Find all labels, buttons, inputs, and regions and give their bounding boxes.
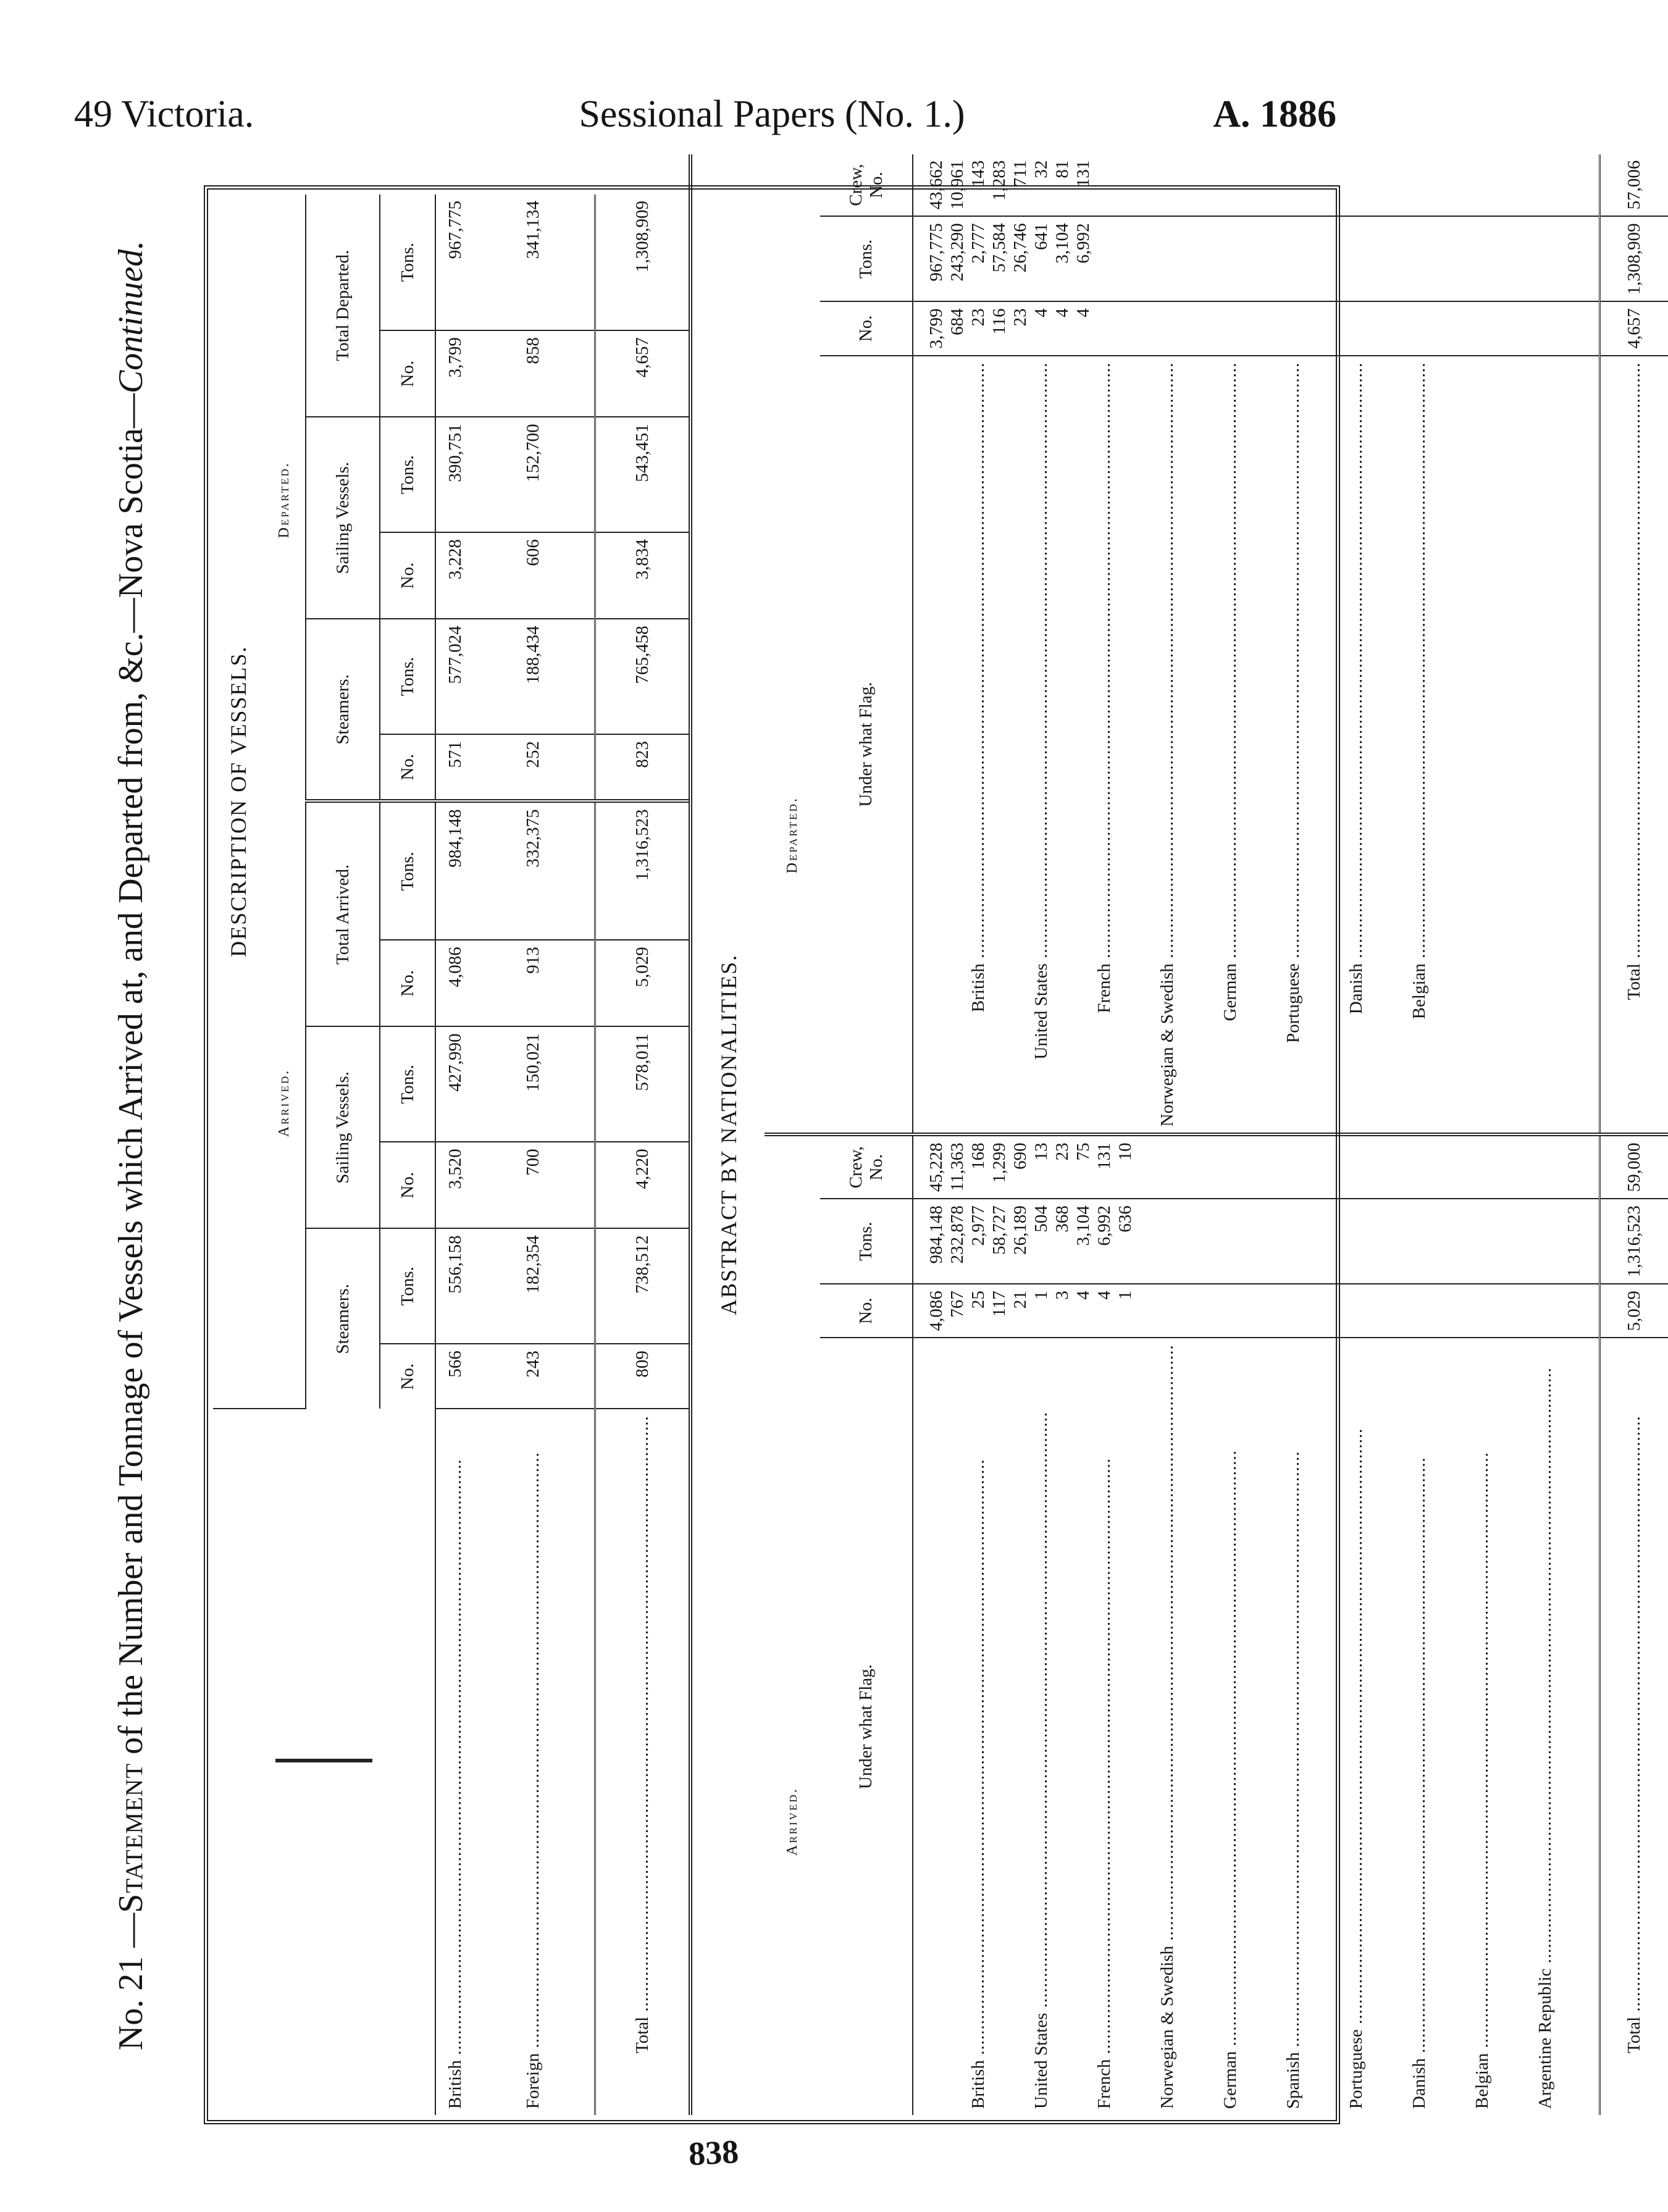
departed-label: Departed.: [276, 461, 292, 538]
sub-header: No.: [380, 330, 435, 417]
group-header: Steamers.: [306, 1228, 380, 1409]
sub-header: Tons.: [380, 801, 435, 940]
title-lead: Statement: [112, 1762, 150, 1913]
cell: 4,086: [435, 940, 521, 1026]
cell: 390,751: [435, 417, 521, 532]
arrived-total-label: Total .....: [1600, 1338, 1668, 2115]
flag-label: Belgian .....: [1472, 1344, 1493, 2109]
vessels-table: [213, 195, 689, 2115]
col-header: Under what Flag.: [820, 1338, 913, 2115]
title-number: No. 21 —: [112, 1912, 150, 2051]
sub-header: No.: [380, 532, 435, 619]
cell: 984,148: [435, 801, 521, 940]
nationalities-table: [689, 154, 1668, 2115]
cell: 4,657: [595, 330, 689, 417]
group-header: Total Departed.: [306, 195, 380, 417]
arrived-crew-column: 45,228 11,363 168 1,299 690 13 23 75 131 10: [913, 1134, 1600, 1199]
cell: 809: [595, 1344, 689, 1409]
cell: 3,228: [435, 532, 521, 619]
table-title: [111, 173, 151, 2118]
col-header: Tons.: [820, 216, 913, 301]
departed-flags: [913, 356, 1600, 1135]
flag-label: Portuguese .....: [1283, 362, 1304, 1127]
flag-label: British .....: [968, 1344, 989, 2109]
cell: 243: [521, 1344, 595, 1409]
flag-label: Spanish .....: [1283, 1344, 1304, 2109]
row-label: Foreign .....: [521, 1409, 595, 2115]
flag-label: Danish .....: [1409, 1344, 1430, 2109]
arrived-no-column: 4,086 767 25 117 21 1 3 4 4 1: [913, 1284, 1600, 1338]
flag-label: Danish .....: [1346, 362, 1367, 1127]
sub-header: No.: [380, 940, 435, 1026]
total-row: [595, 195, 689, 2115]
departed-total-tons: 1,308,909: [1600, 216, 1668, 301]
rotated-statement: [213, 160, 1645, 2115]
flag-label: Portuguese .....: [1346, 1344, 1367, 2109]
cell: 1,308,909: [595, 195, 689, 330]
departed-no-column: 3,799 684 23 116 23 4 4 4: [913, 301, 1600, 355]
cell: 3,799: [435, 330, 521, 417]
nationality-rows: [913, 154, 1600, 2115]
cell: 332,375: [521, 801, 595, 940]
cell: 3,520: [435, 1142, 521, 1228]
cell: 3,834: [595, 532, 689, 619]
group-header: Sailing Vessels.: [306, 1026, 380, 1228]
departed-section-label: Departed.: [765, 154, 820, 1135]
col-header: Tons.: [820, 1199, 913, 1284]
col-header: Crew, No.: [820, 154, 913, 217]
cell: 571: [435, 734, 521, 801]
cell: 252: [521, 734, 595, 801]
flag-label: Norwegian & Swedish .....: [1157, 1344, 1178, 2109]
cell: 1,316,523: [595, 801, 689, 940]
vessels-heading-text: DESCRIPTION OF VESSELS.: [226, 645, 251, 957]
page-number: 838: [687, 2132, 740, 2173]
cell: 566: [435, 1344, 521, 1409]
cell: 4,220: [595, 1142, 689, 1228]
group-header: Total Arrived.: [306, 801, 380, 1026]
cell: 577,024: [435, 619, 521, 734]
arrived-total-no: 5,029: [1600, 1284, 1668, 1338]
vessels-description-cell: [213, 1409, 435, 2115]
running-head-center: Sessional Papers (No. 1.): [579, 93, 965, 135]
cell: 152,700: [521, 417, 595, 532]
cell: 182,354: [521, 1228, 595, 1344]
nationalities-heading: ABSTRACT BY NATIONALITIES.: [716, 953, 741, 1315]
cell: 913: [521, 940, 595, 1026]
total-row: [1600, 154, 1668, 2115]
sub-header: No.: [380, 734, 435, 801]
cell: 967,775: [435, 195, 521, 330]
cell: 341,134: [521, 195, 595, 330]
table-row: [521, 195, 595, 2115]
cell: 738,512: [595, 1228, 689, 1344]
title-text: of the Number and Tonnage of Vessels which Arrived at, and Departed from, &c.—Nova Scotia—: [112, 393, 150, 1754]
arrived-label: Arrived.: [276, 1068, 292, 1137]
cell: 427,990: [435, 1026, 521, 1142]
sub-header: Tons.: [380, 1026, 435, 1142]
sub-header: Tons.: [380, 195, 435, 330]
flag-label: Argentine Republic .....: [1535, 1344, 1556, 2109]
cell: 150,021: [521, 1026, 595, 1142]
cell: 188,434: [521, 619, 595, 734]
flag-label: United States .....: [1031, 362, 1052, 1127]
flag-label: British .....: [968, 362, 989, 1127]
cell: 765,458: [595, 619, 689, 734]
cell: 700: [521, 1142, 595, 1228]
arrived-total-tons: 1,316,523: [1600, 1199, 1668, 1284]
flag-label: United States .....: [1031, 1344, 1052, 2109]
sub-header: Tons.: [380, 417, 435, 532]
departed-total-crew: 57,006: [1600, 154, 1668, 217]
col-header: No.: [820, 301, 913, 355]
departed-total-label: Total .....: [1600, 356, 1668, 1135]
col-header: No.: [820, 1284, 913, 1338]
cell: 578,011: [595, 1026, 689, 1142]
flag-label: German .....: [1220, 1344, 1241, 2109]
row-label: British .....: [435, 1409, 521, 2115]
col-header: Under what Flag.: [820, 356, 913, 1135]
description-rule: [275, 1759, 373, 1762]
departed-crew-column: 43,662 10,961 143 1,283 711 32 81 131: [913, 154, 1600, 217]
sub-header: No.: [380, 1142, 435, 1228]
table-row: [435, 195, 521, 2115]
cell: 5,029: [595, 940, 689, 1026]
group-header: Sailing Vessels.: [306, 417, 380, 619]
sub-header: Tons.: [380, 1228, 435, 1344]
group-header: Steamers.: [306, 619, 380, 801]
departed-total-no: 4,657: [1600, 301, 1668, 355]
running-head-right: A. 1886: [1213, 93, 1336, 135]
flag-label: French .....: [1094, 1344, 1115, 2109]
flag-label: German .....: [1220, 362, 1241, 1127]
cell: 823: [595, 734, 689, 801]
total-label: Total .....: [595, 1409, 689, 2115]
running-head-left: 49 Victoria.: [74, 93, 254, 135]
flag-label: Norwegian & Swedish .....: [1157, 362, 1178, 1127]
arrived-flags: [913, 1338, 1600, 2115]
title-continued: Continued.: [112, 240, 150, 394]
cell: 858: [521, 330, 595, 417]
arrived-section-label: Arrived.: [784, 1787, 800, 1856]
cell: 543,451: [595, 417, 689, 532]
cell: 606: [521, 532, 595, 619]
flag-label: Belgian .....: [1409, 362, 1430, 1127]
sub-header: Tons.: [380, 619, 435, 734]
vessels-heading: [213, 195, 306, 1409]
arrived-tons-column: 984,148 232,878 2,977 58,727 26,189 504 368 3,104 6,992 636: [913, 1199, 1600, 1284]
cell: 556,158: [435, 1228, 521, 1344]
col-header: Crew, No.: [820, 1134, 913, 1199]
sub-header: No.: [380, 1344, 435, 1409]
flag-label: French .....: [1094, 362, 1115, 1127]
departed-tons-column: 967,775 243,290 2,777 57,584 26,746 641 3,104 6,992: [913, 216, 1600, 301]
arrived-total-crew: 59,000: [1600, 1134, 1668, 1199]
